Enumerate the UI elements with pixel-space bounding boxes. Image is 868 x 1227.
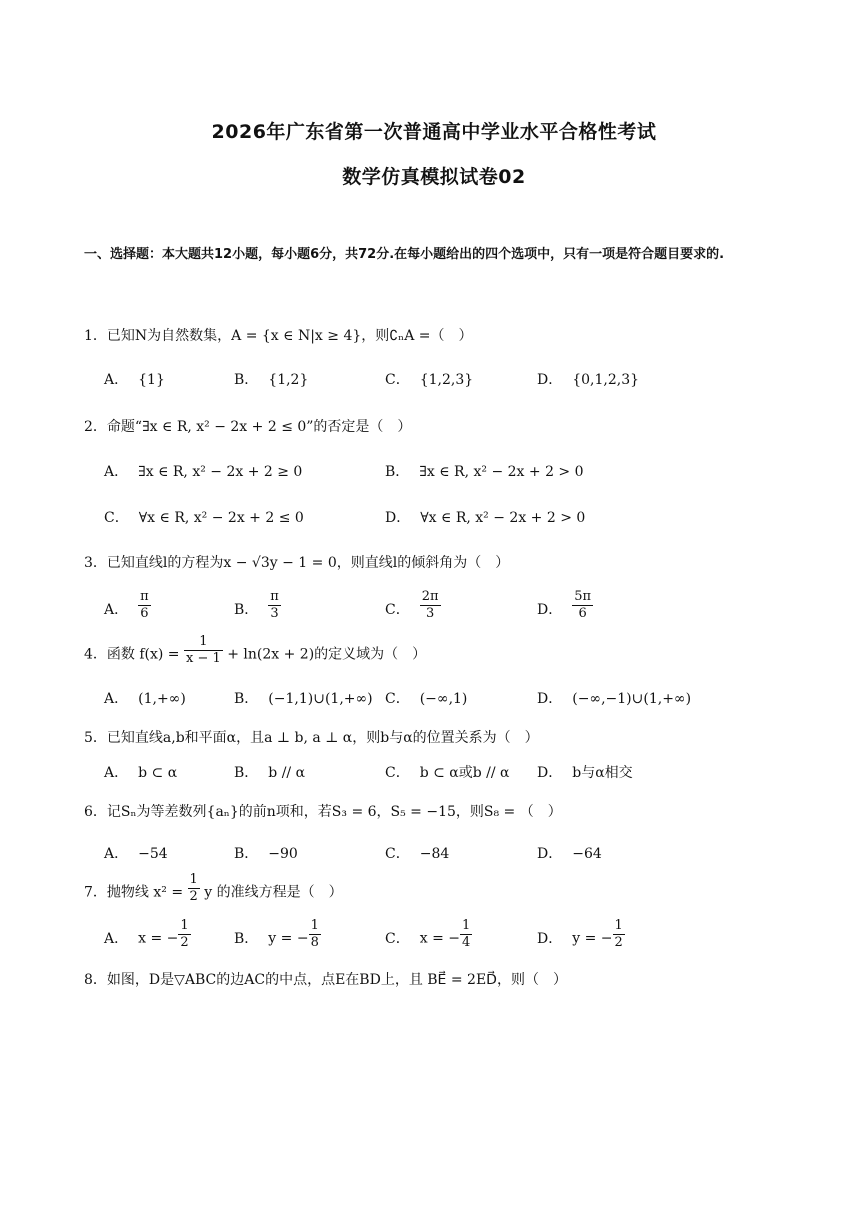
question-2-option-c[interactable]: C． ∀x ∈ R, x² − 2x + 2 ≤ 0 bbox=[104, 510, 304, 526]
fraction: $\frac{2\pi}{3}$ bbox=[421, 589, 439, 621]
fraction: $\frac{\pi}{3}$ bbox=[270, 589, 279, 621]
question-8-stem: 8．如图，D是▽ABC的边AC的中点，点E在BD上，且 BE⃗ = 2ED⃗，则（ ） bbox=[84, 972, 567, 988]
question-1-stem: 1．已知N为自然数集，A = {x ∈ N|x ≥ 4}，则∁ₙA =（ ） bbox=[84, 328, 473, 344]
question-6-option-b[interactable]: B． −90 bbox=[234, 846, 298, 862]
section-heading: 一、选择题：本大题共12小题，每小题6分，共72分.在每小题给出的四个选项中，只有一项是符合题目要求的. bbox=[84, 247, 725, 262]
question-1-option-a[interactable]: A． {1} bbox=[104, 372, 165, 388]
fraction: $\frac{1}{4}$ bbox=[461, 918, 471, 950]
fraction: $\frac{1}{2}$ bbox=[614, 918, 623, 950]
question-4-option-b[interactable]: B． (−1,1)∪(1,+∞) bbox=[234, 691, 373, 707]
question-1-option-c[interactable]: C． {1,2,3} bbox=[385, 372, 474, 388]
fraction: $\frac{1}{2}$ bbox=[189, 872, 198, 904]
question-7-option-a[interactable]: A． x = − $\frac{1}{2}$ bbox=[104, 918, 189, 950]
question-5-option-a[interactable]: A． b ⊂ α bbox=[104, 765, 178, 781]
page-subtitle: 数学仿真模拟试卷02 bbox=[342, 166, 526, 188]
question-5-option-b[interactable]: B． b // α bbox=[234, 765, 306, 781]
question-1-option-d[interactable]: D． {0,1,2,3} bbox=[537, 372, 640, 388]
question-4-option-d[interactable]: D． (−∞,−1)∪(1,+∞) bbox=[537, 691, 692, 707]
question-1-option-b[interactable]: B． {1,2} bbox=[234, 372, 309, 388]
question-6-option-c[interactable]: C． −84 bbox=[385, 846, 450, 862]
question-4-option-c[interactable]: C． (−∞,1) bbox=[385, 691, 468, 707]
question-2-option-a[interactable]: A． ∃x ∈ R, x² − 2x + 2 ≥ 0 bbox=[104, 464, 303, 480]
question-3-option-d[interactable]: D． $\frac{5\pi}{6}$ bbox=[537, 589, 592, 621]
question-3-option-b[interactable]: B． $\frac{\pi}{3}$ bbox=[234, 589, 279, 621]
question-7-option-b[interactable]: B． y = − $\frac{1}{8}$ bbox=[234, 918, 319, 950]
question-5-stem: 5．已知直线a,b和平面α，且a ⊥ b, a ⊥ α，则b与α的位置关系为（ ） bbox=[84, 730, 539, 746]
fraction: $\frac{\pi}{6}$ bbox=[140, 589, 149, 621]
question-2-stem: 2．命题“∃x ∈ R, x² − 2x + 2 ≤ 0”的否定是（ ） bbox=[84, 419, 412, 435]
question-6-option-d[interactable]: D． −64 bbox=[537, 846, 602, 862]
page-title: 2026年广东省第一次普通高中学业水平合格性考试 bbox=[211, 121, 657, 143]
question-3-stem: 3．已知直线l的方程为x − √3y − 1 = 0，则直线l的倾斜角为（ ） bbox=[84, 555, 510, 571]
question-5-option-d[interactable]: D． b与α相交 bbox=[537, 765, 633, 781]
question-2-option-b[interactable]: B． ∃x ∈ R, x² − 2x + 2 > 0 bbox=[385, 464, 584, 480]
question-2-option-d[interactable]: D． ∀x ∈ R, x² − 2x + 2 > 0 bbox=[385, 510, 586, 526]
question-6-stem: 6．记Sₙ为等差数列{aₙ}的前n项和，若S₃ = 6，S₅ = −15，则S₈ = （ ） bbox=[84, 804, 562, 820]
question-5-option-c[interactable]: C． b ⊂ α或b // α bbox=[385, 765, 510, 781]
question-6-option-a[interactable]: A． −54 bbox=[104, 846, 168, 862]
question-7-option-c[interactable]: C． x = − $\frac{1}{4}$ bbox=[385, 918, 471, 950]
question-7-stem: 7．抛物线 x² = $\frac{1}{2}$ y 的准线方程是（ ） bbox=[84, 872, 343, 904]
question-4-stem: 4．函数 f(x) = $\frac{1}{x - 1}$ + ln(2x + 2)的定义域为（ ） bbox=[84, 634, 427, 666]
fraction: $\frac{1}{x - 1}$ bbox=[186, 634, 221, 666]
question-3-option-a[interactable]: A． $\frac{\pi}{6}$ bbox=[104, 589, 149, 621]
question-3-option-c[interactable]: C． $\frac{2\pi}{3}$ bbox=[385, 589, 439, 621]
fraction: $\frac{1}{8}$ bbox=[310, 918, 319, 950]
question-4-option-a[interactable]: A． (1,+∞) bbox=[104, 691, 186, 707]
question-7-option-d[interactable]: D． y = − $\frac{1}{2}$ bbox=[537, 918, 623, 950]
fraction: $\frac{1}{2}$ bbox=[180, 918, 189, 950]
fraction: $\frac{5\pi}{6}$ bbox=[574, 589, 592, 621]
